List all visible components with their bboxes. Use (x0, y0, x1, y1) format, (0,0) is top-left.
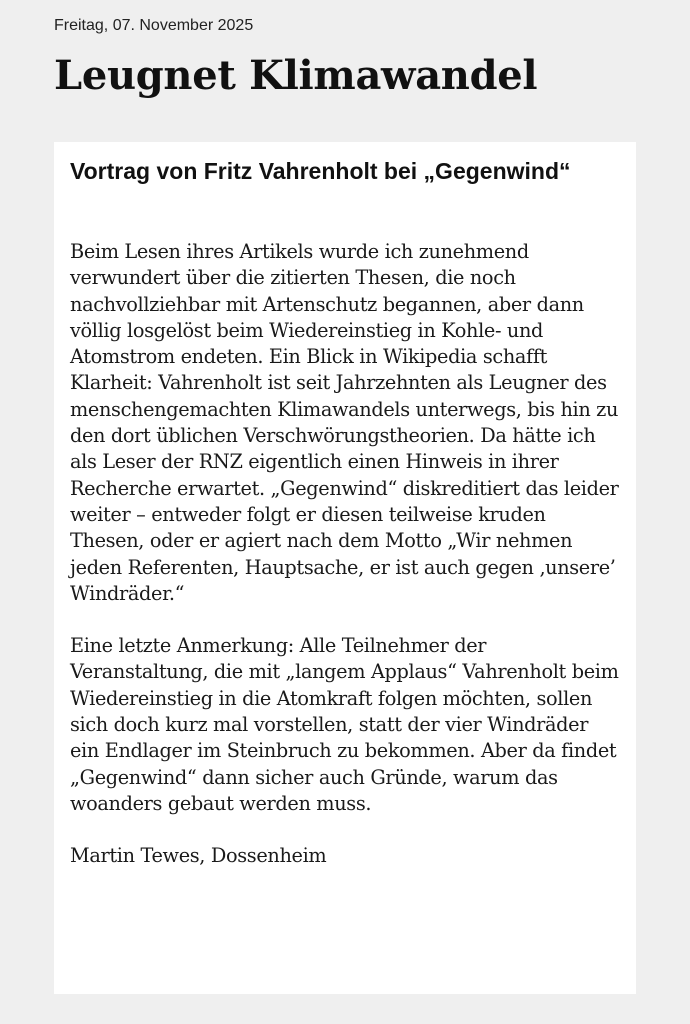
letter-paragraph-2: Eine letzte Anmerkung: Alle Teilnehmer der Veranstaltung, die mit „langem Applaus“ Vahrenholt beim Wiedereinstieg in die Atomkraft folgen möchten, sollen sich doch kurz mal vorstellen, statt der vier Windräder ein Endlager im Steinbruch zu bekommen. Aber da findet „Gegenwind“ dann sicher auch Gründe, warum das woanders gebaut werden muss. (70, 634, 619, 815)
article-date: Freitag, 07. November 2025 (54, 17, 254, 34)
signature: Martin Tewes, Dossenheim (70, 844, 327, 868)
headline: Leugnet Klimawandel (54, 52, 538, 99)
subheadline: Vortrag von Fritz Vahrenholt bei „Gegenwind“ (70, 158, 571, 184)
letter-card (54, 142, 636, 994)
letter-paragraph-1: Beim Lesen ihres Artikels wurde ich zunehmend verwundert über die zitierten Thesen, die noch nachvollziehbar mit Artenschutz begannen, aber dann völlig losgelöst beim Wiedereinstieg in Kohle- und Atomstrom endeten. Ein Blick in Wikipedia schafft Klarheit: Vahrenholt ist seit Jahrzehnten als Leugner des menschengemachten Klimawandels unterwegs, bis hin zu den dort üblichen Verschwörungstheorien. Da hätte ich als Leser der RNZ eigentlich einen Hinweis in ihrer Recherche erwartet. „Gegenwind“ diskreditiert das leider weiter – entweder folgt er diesen teilweise kruden Thesen, oder er agiert nach dem Motto „Wir nehmen jeden Referenten, Hauptsache, er ist auch gegen ‚unsere’ Windräder.“ (70, 240, 619, 605)
